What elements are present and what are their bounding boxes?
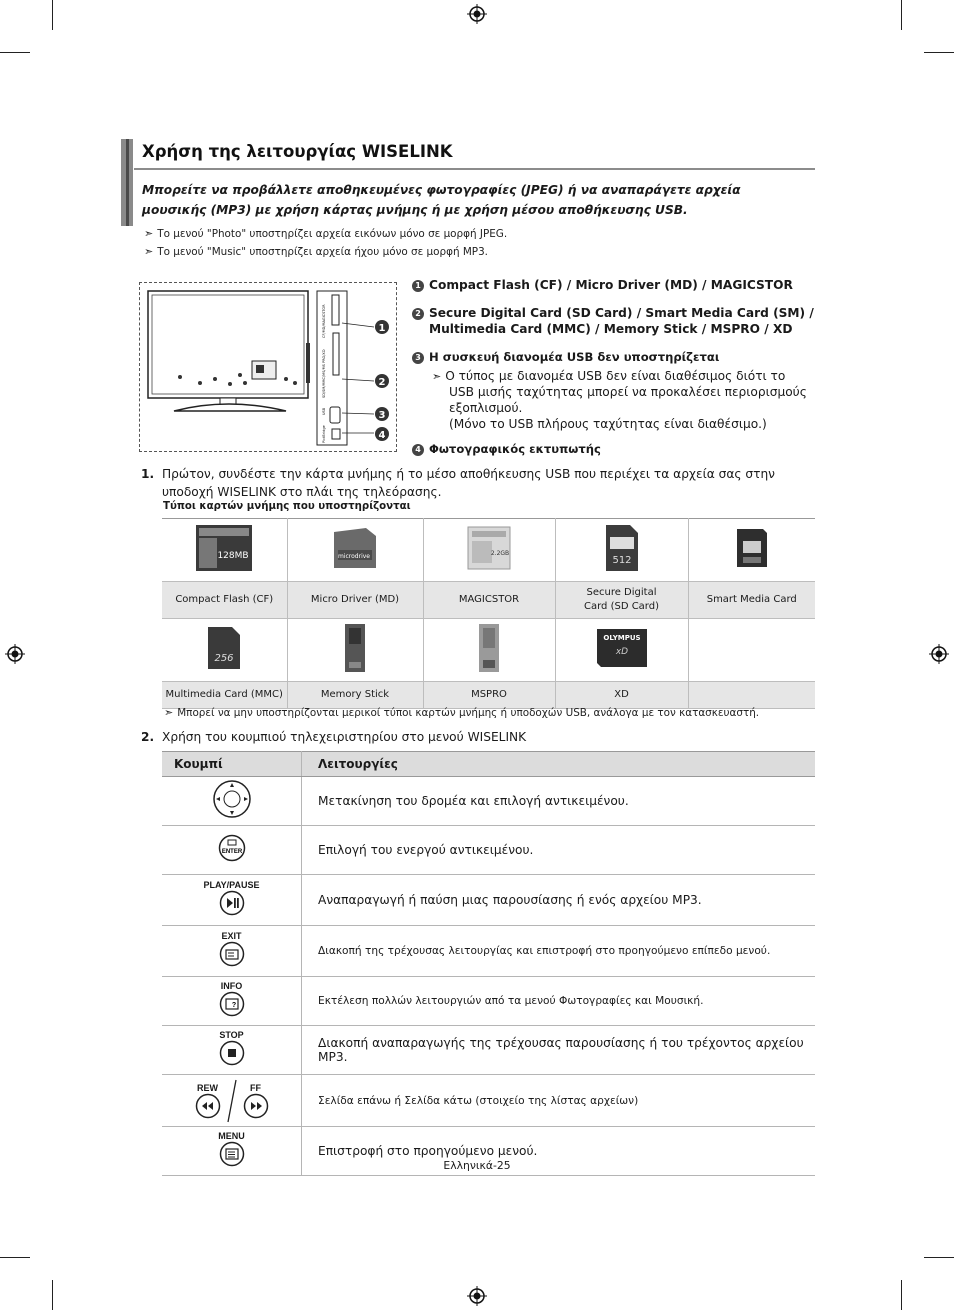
legend-text: Secure Digital Card (SD Card) / Smart Media Card (SM) / — [429, 306, 814, 320]
table-row — [162, 682, 815, 709]
card-label: Micro Driver (MD) — [287, 582, 423, 619]
stop-button-icon — [219, 1040, 245, 1066]
crop-mark — [0, 52, 30, 53]
registration-mark-icon — [929, 644, 949, 664]
slot-label-3: USB — [322, 407, 326, 415]
smart-media-card-icon — [735, 527, 769, 569]
card-label-text: Secure Digital Card (SD Card) — [584, 587, 659, 612]
memory-stick-icon — [343, 622, 367, 674]
callout-1: 1 — [378, 323, 386, 334]
ff-button — [243, 1083, 269, 1123]
button-description: Επιστροφή στο προηγούμενο μενού. — [302, 1127, 816, 1176]
note-text: Το μενού "Photo" υποστηρίζει αρχεία εικόνων μόνο σε μορφή JPEG. — [157, 228, 508, 240]
rew-ff-group — [163, 1079, 300, 1123]
card-text: 2.2GB — [490, 550, 510, 557]
column-header-button: Κουμπί — [162, 752, 302, 777]
card-label: Compact Flash (CF) — [162, 582, 287, 619]
mspro-card-icon — [477, 622, 501, 674]
column-header-function: Λειτουργίες — [302, 752, 816, 777]
tv-connection-diagram — [139, 282, 397, 452]
legend-item-1 — [412, 278, 793, 292]
note-text: Το μενού "Music" υποστηρίζει αρχεία ήχου μόνο σε μορφή MP3. — [157, 246, 488, 258]
registration-mark-icon — [467, 4, 487, 24]
note-arrow-icon: ➣ — [164, 706, 174, 719]
button-cell — [162, 1075, 302, 1127]
step-1-line1: Πρώτον, συνδέστε την κάρτα μνήμης ή το μέσο αποθήκευσης USB που περιέχει τα αρχεία σας στην — [162, 467, 775, 481]
sd-card-icon — [604, 523, 640, 573]
card-image-cell — [688, 619, 815, 682]
button-cell — [162, 777, 302, 826]
legend-note-text: Ο τύπος με διανομέα USB δεν είναι διαθέσιμος διότι το — [445, 369, 786, 383]
card-label: Memory Stick — [287, 682, 423, 709]
note-music — [144, 245, 488, 258]
card-text: 128MB — [217, 551, 249, 561]
number-badge-icon: 1 — [412, 280, 424, 292]
note-arrow-icon: ➣ — [432, 370, 442, 383]
button-cell — [162, 977, 302, 1026]
card-image-cell — [423, 519, 555, 582]
compact-flash-card-icon — [195, 524, 253, 572]
legend-item-2-line2: Multimedia Card (MMC) / Memory Stick / MSPRO / XD — [429, 322, 793, 336]
step-2-number: 2. — [141, 730, 155, 744]
card-image-cell — [162, 619, 287, 682]
table-row — [162, 777, 815, 826]
legend-item-3 — [412, 350, 719, 364]
intro-text: Μπορείτε να προβάλλετε αποθηκευμένες φωτογραφίες (JPEG) ή να αναπαράγετε αρχεία μουσικής (MP3) με χρήση κάρτας μνήμης ή με χρήση μέσου αποθήκευσης USB. — [142, 183, 741, 217]
card-text: 512 — [611, 555, 632, 566]
legend-item-3-note-line2: USB μισής ταχύτητας μπορεί να προκαλέσει περιορισμούς — [449, 385, 807, 399]
crop-mark — [52, 0, 53, 30]
tv-rear-illustration — [140, 283, 396, 451]
table-row — [162, 1026, 815, 1075]
card-text: OLYMPUS — [602, 634, 641, 642]
card-image-cell — [555, 519, 688, 582]
card-image-cell — [423, 619, 555, 682]
button-cell — [162, 1026, 302, 1075]
registration-mark-icon — [467, 1286, 487, 1306]
callout-3: 3 — [378, 410, 386, 421]
crop-mark — [924, 1257, 954, 1258]
info-button-icon — [219, 991, 245, 1017]
step-1-number: 1. — [141, 467, 155, 481]
button-description: Σελίδα επάνω ή Σελίδα κάτω (στοιχείο της λίστας αρχείων) — [302, 1075, 816, 1127]
card-label — [555, 582, 688, 619]
legend-item-3-note — [432, 368, 785, 385]
enter-button-icon — [218, 834, 246, 862]
button-label: ENTER — [221, 849, 242, 855]
legend-item-4 — [412, 442, 601, 456]
button-description: Διακοπή της τρέχουσας λειτουργίας και επιστροφή στο προηγούμενο επίπεδο μενού. — [302, 926, 816, 977]
crop-mark — [52, 1280, 53, 1310]
button-description: Εκτέλεση πολλών λειτουργιών από τα μενού Φωτογραφίες και Μουσική. — [302, 977, 816, 1026]
button-cell — [162, 826, 302, 875]
button-cell — [162, 926, 302, 977]
card-image-cell — [688, 519, 815, 582]
note-photo — [144, 227, 507, 240]
number-badge-icon: 4 — [412, 444, 424, 456]
slot-label-4: PictBridge — [322, 425, 326, 443]
memory-cards-table — [162, 518, 815, 709]
card-image-cell — [287, 619, 423, 682]
number-badge-icon: 3 — [412, 352, 424, 364]
remote-buttons-table — [162, 751, 815, 1176]
button-label: INFO — [220, 981, 243, 991]
callout-2: 2 — [378, 377, 386, 388]
magicstor-card-icon — [466, 525, 512, 571]
fast-forward-button-icon — [243, 1093, 269, 1119]
button-cell — [162, 875, 302, 926]
table-row — [162, 582, 815, 619]
card-image-cell — [162, 519, 287, 582]
button-label: PLAY/PAUSE — [203, 880, 260, 890]
legend-text: Φωτογραφικός εκτυπωτής — [429, 442, 601, 456]
table-row — [162, 519, 815, 582]
table-row — [162, 826, 815, 875]
card-text: 256 — [214, 653, 234, 664]
card-text: microdrive — [337, 553, 371, 560]
step-2-text: Χρήση του κουμπιού τηλεχειριστηρίου στο μενού WISELINK — [162, 730, 527, 744]
card-image-cell — [555, 619, 688, 682]
number-badge-icon: 2 — [412, 308, 424, 320]
cards-caption: Τύποι καρτών μνήμης που υποστηρίζονται — [163, 501, 411, 512]
registration-mark-icon — [5, 644, 25, 664]
page-footer: Ελληνικά-25 — [443, 1159, 511, 1172]
button-description: Διακοπή αναπαραγωγής της τρέχουσας παρουσίασης ή του τρέχοντος αρχείου MP3. — [302, 1026, 816, 1075]
card-label: MAGICSTOR — [423, 582, 555, 619]
legend-item-2 — [412, 306, 814, 320]
card-label: MSPRO — [423, 682, 555, 709]
button-label: EXIT — [221, 931, 242, 941]
card-image-cell — [287, 519, 423, 582]
card-label: XD — [555, 682, 688, 709]
crop-mark — [901, 0, 902, 30]
button-label: FF — [250, 1082, 261, 1093]
play-pause-button-icon — [219, 890, 245, 916]
card-label — [688, 682, 815, 709]
card-label: Multimedia Card (MMC) — [162, 682, 287, 709]
button-description: Αναπαραγωγή ή παύση μιας παρουσίασης ή ενός αρχείου MP3. — [302, 875, 816, 926]
legend-item-3-note-line4: (Μόνο το USB πλήρους ταχύτητας είναι διαθέσιμο.) — [449, 417, 767, 431]
slot-label-2: SD/SM/MMC/MS/MS PRO/XD — [322, 349, 326, 398]
step-1-line2: υποδοχή WISELINK στο πλάι της τηλεόρασης. — [162, 485, 442, 499]
note-arrow-icon: ➣ — [144, 227, 154, 240]
title-divider — [134, 168, 815, 170]
exit-button-icon — [219, 941, 245, 967]
note-arrow-icon: ➣ — [144, 245, 154, 258]
callout-4: 4 — [378, 430, 386, 441]
crop-mark — [901, 1280, 902, 1310]
crop-mark — [924, 52, 954, 53]
table-row — [162, 875, 815, 926]
legend-text: Compact Flash (CF) / Micro Driver (MD) / MAGICSTOR — [429, 278, 793, 292]
button-label: MENU — [218, 1131, 245, 1141]
rew-button — [195, 1083, 221, 1123]
legend-text: Η συσκευή διανομέα USB δεν υποστηρίζεται — [429, 350, 720, 364]
slot-label-1: CF/MD/MAGICSTOR — [322, 304, 326, 338]
button-label: STOP — [219, 1030, 244, 1040]
legend-item-3-note-line3: εξοπλισμού. — [449, 401, 523, 415]
table-row — [162, 977, 815, 1026]
cards-note — [164, 706, 759, 719]
crop-mark — [0, 1257, 30, 1258]
micro-drive-card-icon — [332, 526, 378, 570]
navigation-pad-icon — [212, 779, 252, 819]
card-label: Smart Media Card — [688, 582, 815, 619]
svg-text:?: ? — [231, 1002, 236, 1009]
table-row — [162, 1075, 815, 1127]
separator-slash-icon — [227, 1079, 237, 1123]
svg-text:xD: xD — [615, 647, 628, 657]
note-text: Μπορεί να μην υποστηρίζονται μερικοί τύποι καρτών μνήμης ή υποδοχών USB, ανάλογα με τον κατασκευαστή. — [177, 707, 760, 719]
rewind-button-icon — [195, 1093, 221, 1119]
title-accent-bar-inner — [126, 139, 129, 226]
button-description: Μετακίνηση του δρομέα και επιλογή αντικειμένου. — [302, 777, 816, 826]
xd-card-icon — [595, 627, 649, 669]
table-row — [162, 926, 815, 977]
page-title: Χρήση της λειτουργίας WISELINK — [142, 142, 453, 161]
table-row — [162, 619, 815, 682]
button-label: REW — [197, 1082, 218, 1093]
button-description: Επιλογή του ενεργού αντικειμένου. — [302, 826, 816, 875]
table-header-row — [162, 752, 815, 777]
mmc-card-icon — [206, 625, 242, 671]
